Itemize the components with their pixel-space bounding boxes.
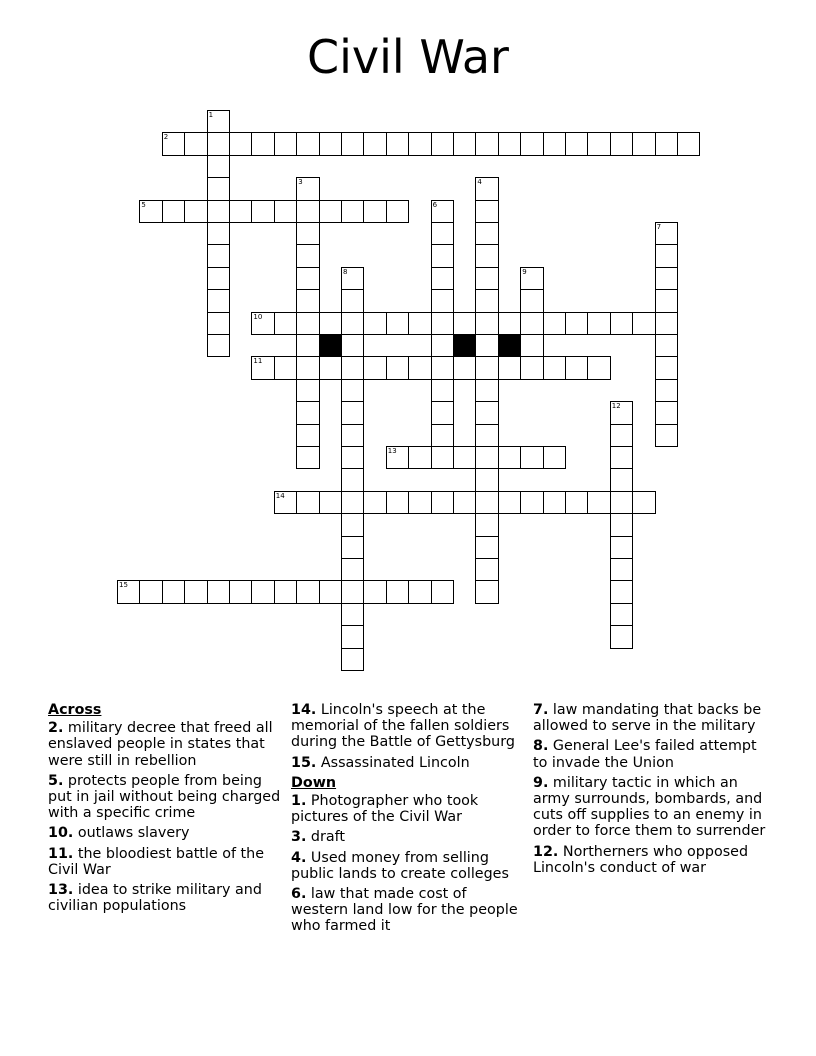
grid-cell[interactable] — [296, 244, 319, 267]
clue-text: protects people from being put in jail without being charged with a specific crime — [48, 772, 281, 822]
across-clue — [48, 882, 283, 914]
grid-cell[interactable] — [207, 222, 230, 245]
clue-number: 10 — [253, 312, 263, 321]
grid-cell[interactable] — [655, 312, 678, 335]
grid-cell[interactable] — [296, 356, 319, 379]
across-clue — [48, 846, 283, 878]
grid-cell[interactable] — [341, 648, 364, 671]
grid-cell[interactable] — [386, 580, 409, 603]
grid-cell[interactable] — [341, 379, 364, 402]
grid-cell[interactable] — [610, 132, 633, 155]
grid-cell[interactable] — [655, 244, 678, 267]
clue-label: 3. — [291, 829, 307, 846]
grid-cell[interactable] — [319, 200, 342, 223]
grid-cell[interactable] — [408, 446, 431, 469]
grid-cell[interactable] — [274, 356, 297, 379]
clue-label: 13. — [48, 882, 74, 899]
clue-number: 9 — [522, 267, 527, 276]
grid-cell[interactable] — [565, 312, 588, 335]
grid-cell[interactable] — [475, 244, 498, 267]
grid-cell[interactable] — [453, 312, 476, 335]
clue-text: Used money from selling public lands to create colleges — [291, 849, 509, 882]
grid-cell[interactable] — [655, 379, 678, 402]
clue-text: military tactic in which an army surrounds, bombards, and cuts off supplies to an enemy in order to force them to surrender — [533, 774, 766, 840]
grid-cell[interactable] — [184, 200, 207, 223]
grid-cell[interactable] — [431, 289, 454, 312]
across-clue — [291, 755, 526, 771]
grid-cell[interactable] — [587, 491, 610, 514]
grid-cell[interactable] — [475, 513, 498, 536]
grid-cell[interactable] — [475, 401, 498, 424]
grid-cell[interactable] — [341, 603, 364, 626]
down-clue — [533, 844, 773, 876]
clue-text: law mandating that backs be allowed to serve in the military — [533, 702, 762, 735]
grid-cell[interactable] — [610, 312, 633, 335]
grid-cell[interactable] — [296, 289, 319, 312]
grid-cell[interactable] — [319, 580, 342, 603]
grid-cell[interactable] — [386, 446, 409, 469]
grid-cell[interactable] — [408, 132, 431, 155]
grid-cell[interactable] — [520, 356, 543, 379]
grid-cell[interactable] — [386, 356, 409, 379]
grid-cell[interactable] — [207, 334, 230, 357]
grid-cell[interactable] — [162, 580, 185, 603]
grid-cell[interactable] — [543, 356, 566, 379]
black-cell — [319, 334, 342, 357]
grid-cell[interactable] — [610, 401, 633, 424]
grid-cell[interactable] — [543, 312, 566, 335]
grid-cell[interactable] — [498, 132, 521, 155]
grid-cell[interactable] — [184, 580, 207, 603]
grid-cell[interactable] — [475, 312, 498, 335]
grid-cell[interactable] — [363, 580, 386, 603]
grid-cell[interactable] — [386, 312, 409, 335]
grid-cell[interactable] — [296, 177, 319, 200]
grid-cell[interactable] — [610, 424, 633, 447]
grid-cell[interactable] — [408, 312, 431, 335]
grid-cell[interactable] — [565, 491, 588, 514]
clue-label: 6. — [291, 886, 307, 903]
grid-cell[interactable] — [341, 356, 364, 379]
grid-cell[interactable] — [520, 334, 543, 357]
grid-cell[interactable] — [319, 132, 342, 155]
clue-text: law that made cost of western land low for the people who farmed it — [291, 886, 518, 935]
grid-cell[interactable] — [610, 536, 633, 559]
grid-cell[interactable] — [229, 580, 252, 603]
down-clue — [533, 775, 773, 840]
grid-cell[interactable] — [498, 491, 521, 514]
grid-cell[interactable] — [341, 468, 364, 491]
grid-cell[interactable] — [498, 312, 521, 335]
clue-label: 7. — [533, 702, 549, 718]
clue-label: 11. — [48, 845, 74, 862]
grid-cell[interactable] — [408, 491, 431, 514]
grid-cell[interactable] — [520, 312, 543, 335]
grid-cell[interactable] — [319, 491, 342, 514]
grid-cell[interactable] — [251, 132, 274, 155]
grid-cell[interactable] — [655, 289, 678, 312]
grid-cell[interactable] — [431, 580, 454, 603]
down-clue — [291, 793, 526, 825]
grid-cell[interactable] — [520, 289, 543, 312]
grid-cell[interactable] — [341, 580, 364, 603]
grid-cell[interactable] — [207, 312, 230, 335]
clue-label: 10. — [48, 825, 74, 842]
grid-cell[interactable] — [184, 132, 207, 155]
grid-cell[interactable] — [655, 132, 678, 155]
grid-cell[interactable] — [655, 334, 678, 357]
grid-cell[interactable] — [431, 379, 454, 402]
grid-cell[interactable] — [475, 356, 498, 379]
clue-label: 4. — [291, 849, 307, 866]
clue-number: 1 — [208, 111, 214, 119]
grid-cell[interactable] — [207, 244, 230, 267]
grid-cell[interactable] — [431, 424, 454, 447]
clue-text: the bloodiest battle of the Civil War — [48, 845, 265, 878]
clue-number: 4 — [477, 178, 482, 187]
grid-cell[interactable] — [475, 132, 498, 155]
grid-cell[interactable] — [610, 580, 633, 603]
down-clue — [291, 850, 526, 882]
grid-cell[interactable] — [632, 312, 655, 335]
grid-cell[interactable] — [386, 132, 409, 155]
grid-cell[interactable] — [655, 401, 678, 424]
grid-cell[interactable] — [341, 312, 364, 335]
grid-cell[interactable] — [431, 356, 454, 379]
grid-cell[interactable] — [207, 200, 230, 223]
clue-number: 13 — [387, 447, 397, 455]
clue-number: 8 — [343, 267, 348, 276]
grid-cell[interactable] — [341, 513, 364, 536]
clue-label: 12. — [533, 843, 559, 860]
clue-label: 9. — [533, 774, 549, 791]
grid-cell[interactable] — [296, 401, 319, 424]
grid-cell[interactable] — [610, 603, 633, 626]
grid-cell[interactable] — [319, 356, 342, 379]
clue-number: 11 — [253, 357, 263, 366]
grid-cell[interactable] — [610, 446, 633, 469]
grid-cell[interactable] — [386, 491, 409, 514]
grid-cell[interactable] — [475, 558, 498, 581]
across-clue — [48, 720, 283, 769]
grid-cell[interactable] — [341, 491, 364, 514]
clues-column-1 — [48, 702, 283, 918]
grid-cell[interactable] — [431, 401, 454, 424]
down-clue — [533, 738, 773, 770]
clue-label: 1. — [291, 793, 307, 810]
clue-number: 7 — [656, 223, 662, 231]
grid-cell[interactable] — [363, 491, 386, 514]
grid-cell[interactable] — [341, 424, 364, 447]
black-cell — [453, 334, 476, 357]
grid-cell[interactable] — [341, 446, 364, 469]
grid-cell[interactable] — [207, 580, 230, 603]
grid-cell[interactable] — [162, 200, 185, 223]
clue-text: Photographer who took pictures of the Civil War — [291, 793, 479, 826]
across-clue — [291, 702, 526, 751]
grid-cell[interactable] — [610, 558, 633, 581]
grid-cell[interactable] — [610, 491, 633, 514]
clue-label: 14. — [291, 702, 317, 718]
clue-number: 14 — [275, 491, 285, 500]
grid-cell[interactable] — [498, 356, 521, 379]
grid-cell[interactable] — [319, 312, 342, 335]
grid-cell[interactable] — [520, 446, 543, 469]
grid-cell[interactable] — [139, 200, 162, 223]
clue-number: 3 — [298, 178, 303, 187]
grid-cell[interactable] — [587, 356, 610, 379]
grid-cell[interactable] — [296, 334, 319, 357]
grid-cell[interactable] — [632, 132, 655, 155]
grid-cell[interactable] — [229, 200, 252, 223]
clue-text: military decree that freed all enslaved people in states that were still in rebellion — [48, 720, 273, 769]
grid-cell[interactable] — [565, 356, 588, 379]
grid-cell[interactable] — [431, 446, 454, 469]
grid-cell[interactable] — [543, 491, 566, 514]
grid-cell[interactable] — [475, 379, 498, 402]
across-clue — [48, 773, 283, 822]
grid-cell[interactable] — [475, 200, 498, 223]
grid-cell[interactable] — [296, 580, 319, 603]
clue-label: 5. — [48, 772, 64, 789]
black-cell — [498, 334, 521, 357]
grid-cell[interactable] — [453, 356, 476, 379]
grid-cell[interactable] — [453, 446, 476, 469]
clue-label: 8. — [533, 738, 549, 755]
grid-cell[interactable] — [543, 132, 566, 155]
grid-cell[interactable] — [475, 334, 498, 357]
grid-cell[interactable] — [296, 222, 319, 245]
grid-cell[interactable] — [117, 580, 140, 603]
grid-cell[interactable] — [274, 312, 297, 335]
grid-cell[interactable] — [655, 424, 678, 447]
clue-text: Assassinated Lincoln — [316, 754, 470, 771]
grid-cell[interactable] — [431, 334, 454, 357]
clues-column-2 — [291, 702, 526, 939]
grid-cell[interactable] — [296, 491, 319, 514]
grid-cell[interactable] — [520, 132, 543, 155]
down-clue — [291, 829, 526, 845]
grid-cell[interactable] — [431, 312, 454, 335]
grid-cell[interactable] — [655, 267, 678, 290]
clue-text: Northerners who opposed Lincoln's conduct of war — [533, 843, 749, 876]
grid-cell[interactable] — [296, 312, 319, 335]
grid-cell[interactable] — [341, 289, 364, 312]
grid-cell[interactable] — [296, 132, 319, 155]
grid-cell[interactable] — [296, 379, 319, 402]
grid-cell[interactable] — [341, 132, 364, 155]
grid-cell[interactable] — [251, 580, 274, 603]
grid-cell[interactable] — [610, 625, 633, 648]
clue-number: 12 — [611, 402, 621, 411]
grid-cell[interactable] — [475, 446, 498, 469]
clue-number: 5 — [141, 200, 146, 209]
grid-cell[interactable] — [475, 491, 498, 514]
across-header: Across — [48, 702, 102, 718]
grid-cell[interactable] — [341, 558, 364, 581]
clues-column-3 — [533, 702, 773, 880]
grid-cell[interactable] — [431, 132, 454, 155]
grid-cell[interactable] — [587, 312, 610, 335]
grid-cell[interactable] — [431, 491, 454, 514]
grid-cell[interactable] — [274, 580, 297, 603]
grid-cell[interactable] — [296, 267, 319, 290]
grid-cell[interactable] — [296, 200, 319, 223]
grid-cell[interactable] — [610, 513, 633, 536]
grid-cell[interactable] — [341, 536, 364, 559]
clue-text: Lincoln's speech at the memorial of the fallen soldiers during the Battle of Gettysburg — [291, 702, 515, 751]
down-clue — [533, 702, 773, 734]
grid-cell[interactable] — [341, 200, 364, 223]
clue-number: 2 — [163, 133, 169, 142]
grid-cell[interactable] — [139, 580, 162, 603]
grid-cell[interactable] — [543, 446, 566, 469]
grid-cell[interactable] — [587, 132, 610, 155]
grid-cell[interactable] — [251, 312, 274, 335]
grid-cell[interactable] — [274, 200, 297, 223]
across-clue — [48, 825, 283, 841]
puzzle-title: Civil War — [307, 30, 509, 84]
grid-cell[interactable] — [408, 356, 431, 379]
down-header: Down — [291, 774, 337, 791]
grid-cell[interactable] — [431, 244, 454, 267]
grid-cell[interactable] — [207, 132, 230, 155]
grid-cell[interactable] — [431, 200, 454, 223]
grid-cell[interactable] — [363, 132, 386, 155]
grid-cell[interactable] — [363, 312, 386, 335]
grid-cell[interactable] — [610, 468, 633, 491]
down-clue — [291, 886, 526, 935]
clue-label: 15. — [291, 754, 317, 771]
grid-cell[interactable] — [431, 222, 454, 245]
grid-cell[interactable] — [453, 491, 476, 514]
grid-cell[interactable] — [431, 267, 454, 290]
grid-cell[interactable] — [498, 446, 521, 469]
grid-cell[interactable] — [386, 200, 409, 223]
grid-cell[interactable] — [251, 356, 274, 379]
grid-cell[interactable] — [296, 424, 319, 447]
grid-cell[interactable] — [207, 267, 230, 290]
grid-cell[interactable] — [520, 267, 543, 290]
clue-text: outlaws slavery — [73, 825, 190, 842]
grid-cell[interactable] — [453, 132, 476, 155]
grid-cell[interactable] — [296, 446, 319, 469]
grid-cell[interactable] — [565, 132, 588, 155]
grid-cell[interactable] — [162, 132, 185, 155]
clue-number: 15 — [119, 581, 128, 590]
grid-cell[interactable] — [229, 132, 252, 155]
grid-cell[interactable] — [475, 468, 498, 491]
grid-cell[interactable] — [341, 401, 364, 424]
clue-number: 6 — [432, 200, 438, 209]
grid-cell[interactable] — [520, 491, 543, 514]
grid-cell[interactable] — [475, 580, 498, 603]
clue-text: idea to strike military and civilian populations — [48, 882, 262, 915]
grid-cell[interactable] — [475, 267, 498, 290]
grid-cell[interactable] — [475, 177, 498, 200]
grid-cell[interactable] — [207, 289, 230, 312]
grid-cell[interactable] — [475, 536, 498, 559]
grid-cell[interactable] — [363, 356, 386, 379]
grid-cell[interactable] — [207, 155, 230, 178]
grid-cell[interactable] — [475, 424, 498, 447]
grid-cell[interactable] — [341, 625, 364, 648]
grid-cell[interactable] — [363, 200, 386, 223]
grid-cell[interactable] — [207, 110, 230, 133]
clue-text: draft — [306, 829, 346, 846]
grid-cell[interactable] — [251, 200, 274, 223]
grid-cell[interactable] — [677, 132, 700, 155]
grid-cell[interactable] — [274, 491, 297, 514]
grid-cell[interactable] — [475, 289, 498, 312]
grid-cell[interactable] — [655, 222, 678, 245]
clue-text: General Lee's failed attempt to invade the Union — [533, 738, 757, 771]
grid-cell[interactable] — [207, 177, 230, 200]
grid-cell[interactable] — [341, 267, 364, 290]
grid-cell[interactable] — [475, 222, 498, 245]
grid-cell[interactable] — [632, 491, 655, 514]
grid-cell[interactable] — [408, 580, 431, 603]
grid-cell[interactable] — [655, 356, 678, 379]
grid-cell[interactable] — [341, 334, 364, 357]
clue-label: 2. — [48, 720, 64, 737]
grid-cell[interactable] — [274, 132, 297, 155]
